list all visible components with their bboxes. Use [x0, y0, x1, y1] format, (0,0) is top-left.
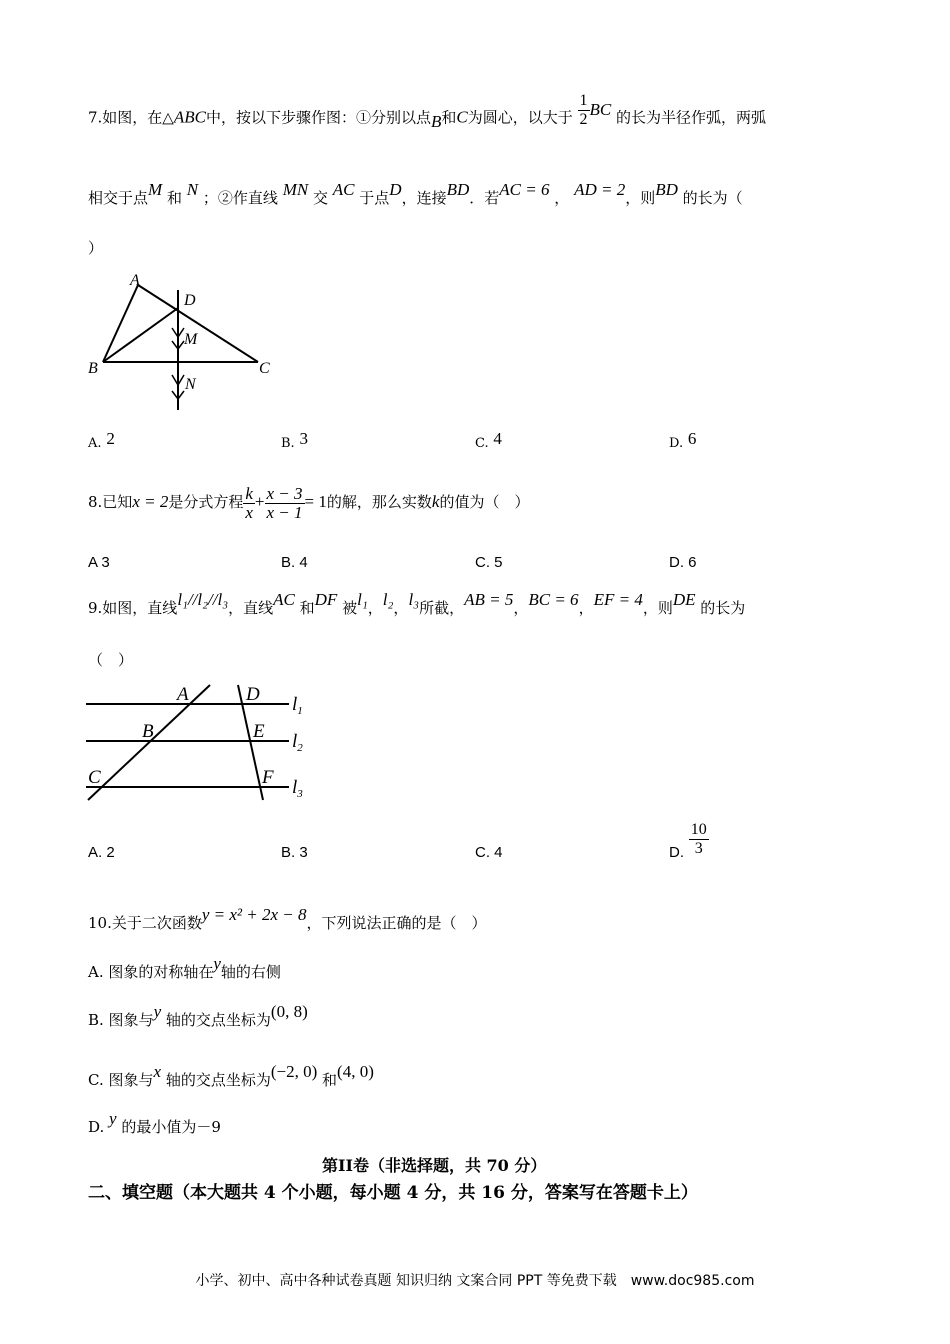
q7-option-a[interactable]: A. 2 [88, 429, 115, 451]
q7-triangle-figure [86, 265, 286, 415]
q7-label-N: N [185, 376, 196, 393]
q9-label-l1: $l_1$ [292, 694, 303, 717]
q9-label-D: D [246, 684, 260, 705]
q9-stem-line1: 9.如图，直线l₁//l₂//l₃，直线AC 和DF 被l₁，l₂，l₃所截，AB = 5，BC = 6，EF = 4，则DE 的长为 [88, 590, 746, 617]
q9-stem-line2: （ ） [88, 651, 134, 669]
q9-label-E: E [253, 721, 265, 742]
q9-option-a[interactable]: A. 2 [88, 844, 115, 861]
q8-option-a[interactable]: A 3 [88, 554, 110, 571]
q9-label-l2: $l_2$ [292, 731, 303, 754]
q7-label-C: C [259, 360, 270, 377]
q7-label-A: A [130, 272, 140, 289]
q10-option-c[interactable]: C. 图象与x 轴的交点坐标为(−2, 0) 和(4, 0) [88, 1062, 374, 1089]
q9-option-c[interactable]: C. 4 [475, 844, 503, 861]
q9-label-l3: $l_3$ [292, 777, 303, 800]
q7-option-d[interactable]: D. 6 [669, 429, 697, 451]
q9-option-d[interactable]: D. $\frac{10}{3}$ [669, 820, 707, 861]
q7-label-B: B [88, 360, 98, 377]
q10-stem: 10.关于二次函数y = x² + 2x − 8，下列说法正确的是（ ） [88, 905, 487, 932]
q8-option-b[interactable]: B. 4 [281, 554, 308, 571]
q8-option-d[interactable]: D. 6 [669, 554, 697, 571]
q9-label-F: F [262, 767, 274, 788]
q7-stem-line3: ） [88, 239, 104, 257]
q9-label-B: B [142, 721, 154, 742]
q7-option-b[interactable]: B. 3 [281, 429, 308, 451]
q9-parallel-lines-figure [86, 680, 316, 805]
q9-label-C: C [88, 767, 101, 788]
q9-option-b[interactable]: B. 3 [281, 844, 308, 861]
q8-fraction-k-over-x: $\frac{k}{x}$ [245, 483, 253, 522]
section-fill-in-heading: 二、填空题（本大题共 4 个小题，每小题 4 分，共 16 分，答案写在答题卡上） [88, 1183, 698, 1203]
q7-stem-line1: 7.如图，在△ABC中，按以下步骤作图：①分别以点B和C为圆心，以大于 $\frac{1}{2}$ BC 的长为半径作弧，两弧 [88, 92, 767, 131]
q7-label-M: M [184, 331, 198, 348]
q7-label-D: D [184, 292, 196, 309]
q7-half-fraction: $\frac{1}{2}$ [579, 92, 588, 128]
part2-title: 第II卷（非选择题，共 70 分） [322, 1156, 547, 1175]
q9-label-A: A [177, 684, 189, 705]
q9-option-d-fraction: $\frac{10}{3}$ [690, 820, 707, 857]
q8-fraction-x-minus-3: $\frac{x - 3}{x - 1}$ [266, 483, 303, 522]
q10-option-b[interactable]: B. 图象与y 轴的交点坐标为(0, 8) [88, 1002, 308, 1029]
q7-option-c[interactable]: C. 4 [475, 429, 502, 451]
q8-stem: 8.已知x = 2是分式方程 $\frac{k}{x}$ + $\frac{x - 3}{x - 1}$ = 1的解，那么实数k的值为（ ） [88, 483, 530, 522]
q7-stem-line2: 相交于点M 和 N ；②作直线 MN 交 AC 于点D，连接BD．若AC = 6 ， AD = 2，则BD 的长为（ [88, 180, 743, 207]
q8-option-c[interactable]: C. 5 [475, 554, 503, 571]
q10-option-a[interactable]: A. 图象的对称轴在y轴的右侧 [88, 954, 281, 981]
footer-text: 小学、初中、高中各种试卷真题 知识归纳 文案合同 PPT 等免费下载 www.doc985.com [195, 1273, 755, 1289]
q10-option-d[interactable]: D. y 的最小值为－9 [88, 1109, 221, 1136]
